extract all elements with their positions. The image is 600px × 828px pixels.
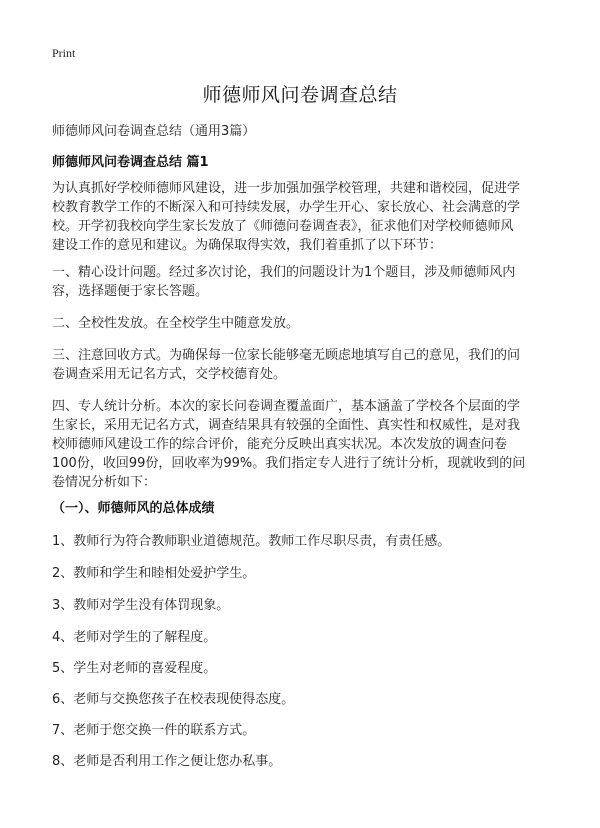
paragraph-line: 卷情况分析如下： (52, 475, 157, 490)
document-subtitle: 师德师风问卷调查总结（通用3篇） (52, 124, 256, 139)
list-item: 1、教师行为符合教师职业道德规范。教师工作尽职尽责，有责任感。 (52, 534, 451, 549)
list-item: 7、老师于您交换一件的联系方式。 (52, 723, 256, 738)
paragraph-line: 校师德师风建设工作的综合评价，能充分反映出真实状况。本次发放的调查问卷 (52, 437, 508, 452)
paragraph-line: 一、精心设计问题。经过多次讨论，我们的问题设计为1个题目，涉及师德师风内 (52, 265, 516, 280)
paragraph-line: 二、全校性发放。在全校学生中随意发放。 (52, 316, 300, 331)
paragraph-step-1 (52, 263, 556, 301)
paragraph-line: 三、注意回收方式。为确保每一位家长能够毫无顾虑地填写自己的意见，我们的问 (52, 348, 521, 363)
paragraph-line: 建设工作的意见和建议。为确保取得实效，我们着重抓了以下环节： (52, 238, 443, 253)
paragraph-step-4 (52, 397, 556, 492)
list-item: 4、老师对学生的了解程度。 (52, 630, 217, 645)
paragraph-step-3 (52, 346, 556, 384)
paragraph-step-2 (52, 314, 556, 333)
list-item: 8、老师是否利用工作之便让您办私事。 (52, 754, 282, 769)
paragraph-line: 卷调查采用无记名方式，交学校德育处。 (52, 367, 287, 382)
list-item: 5、学生对老师的喜爱程度。 (52, 661, 217, 676)
print-link[interactable]: Print (52, 46, 76, 60)
paragraph-line: 生家长，采用无记名方式，调查结果具有较强的全面性、真实性和权威性，是对我 (52, 418, 521, 433)
page-title: 师德师风问卷调查总结 (202, 84, 398, 106)
list-item: 3、教师对学生没有体罚现象。 (52, 598, 230, 613)
paragraph-intro (52, 179, 556, 255)
paragraph-line: 四、专人统计分析。本次的家长问卷调查覆盖面广，基本涵盖了学校各个层面的学 (52, 399, 521, 414)
list-item: 6、老师与交换您孩子在校表现使得态度。 (52, 692, 295, 707)
paragraph-line: 100份，收回99份，回收率为99%。我们指定专人进行了统计分析，现就收到的问 (52, 456, 526, 471)
paragraph-line: 为认真抓好学校师德师风建设，进一步加强加强学校管理，共建和谐校园，促进学 (52, 181, 521, 196)
paragraph-line: 校教育教学工作的不断深入和可持续发展，办学生开心、家长放心、社会满意的学 (52, 200, 521, 215)
paragraph-line: 校。开学初我校向学生家长发放了《师德问卷调查表》，征求他们对学校师德师风 (52, 219, 514, 234)
paragraph-line: 容，选择题便于家长答题。 (52, 284, 209, 299)
list-item: 2、教师和学生和睦相处爱护学生。 (52, 566, 256, 581)
sub-heading: （一）、师德师风的总体成绩 (52, 501, 215, 516)
section-heading: 师德师风问卷调查总结 篇1 (52, 155, 209, 170)
